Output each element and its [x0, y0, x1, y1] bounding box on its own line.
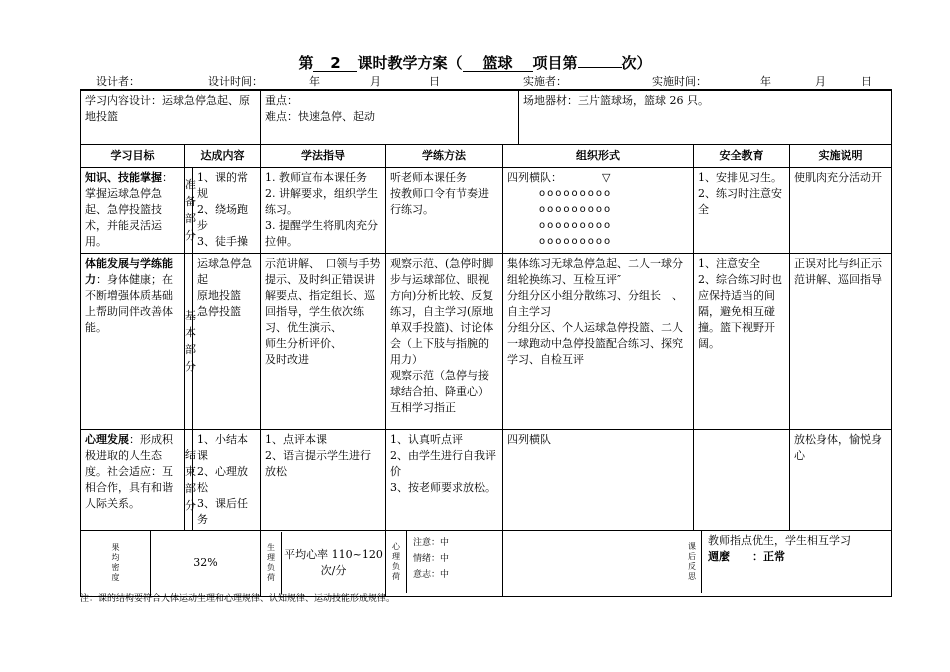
key-points-cell: 重点： 难点：快速急停、起动: [261, 90, 519, 144]
basic-goal-cell: 体能发展与学练能力：身体健康；在不断增强体质基础上帮助同伴改善体能。: [81, 253, 185, 429]
venue-cell: 场地器材：三片篮球场，篮球 26 只。: [519, 90, 892, 144]
physio-load-value: 平均心率 110~120 次/分: [284, 548, 383, 577]
reflection-cell: [503, 530, 892, 596]
header-goal: 学习目标: [81, 144, 185, 167]
end-goal-cell: 心理发展：形成积极进取的人生态度。社会适应：互相合作，具有和谐人际关系。: [81, 429, 185, 530]
density-value: 32%: [151, 530, 261, 596]
designer-label: 设计者：: [96, 75, 140, 88]
end-organization-cell: 四列横队: [503, 429, 694, 530]
content-design-cell: 学习内容设计：运球急停急起、原地投篮: [81, 90, 261, 144]
lesson-plan-table: [80, 89, 892, 597]
design-year: 年: [309, 75, 320, 88]
header-method: 学练方法: [386, 144, 503, 167]
reflection-text: 教师指点优生，学生相互学习 週麼 ：正常: [708, 533, 851, 563]
impl-year: 年: [760, 75, 771, 88]
psych-load-values: 注意：中 情绪：中 意志：中: [413, 537, 450, 580]
end-section-label: 结 束 部 分: [185, 429, 193, 530]
formation-row: ooooooooo: [539, 203, 613, 215]
formation-row: ooooooooo: [539, 219, 613, 231]
header-notes: 实施说明: [790, 144, 892, 167]
prep-section-label: 准 备 部 分: [185, 167, 193, 253]
basic-organization-cell: 集体练习无球急停急起、二人一球分组轮换练习、互检互评″ 分组分区小组分散练习、分组长 、自主学习 分组分区、个人运球急停投篮、二人一球跑动中急停投篮配合练习、探究学习、自检互评: [503, 253, 694, 429]
impl-time-label: 实施时间：: [652, 75, 707, 88]
psych-load-label: 心 理 负 荷: [386, 531, 407, 593]
end-method-cell: 1、认真听点评 2、由学生进行自我评价 3、按老师要求放松。: [386, 429, 503, 530]
end-safety-cell: [694, 429, 790, 530]
header-guidance: 学法指导: [261, 144, 386, 167]
header-organization: 组织形式: [503, 144, 694, 167]
prep-content-cell: 1、课的常规 2、绕场跑步 3、徒手操: [193, 167, 261, 253]
prep-method-cell: 听老师本课任务 按教师口令有节奏进行练习。: [386, 167, 503, 253]
design-month: 月: [370, 75, 381, 88]
page-title: 第 2 课时教学方案（ 篮球 项目第 次）: [298, 54, 652, 72]
design-day: 日: [429, 75, 440, 88]
prep-goal-cell: 知识、技能掌握：掌握运球急停急起、急停投篮技术，并能灵活运用。: [81, 167, 185, 253]
prep-safety-cell: 1、安排见习生。 2、练习时注意安全: [694, 167, 790, 253]
basic-guidance-cell: 示范讲解、 口领与手势提示、及时纠正错误讲解要点、指定组长、巡回指导，学生依次练习、优生演示、 师生分析评价、 及时改进: [261, 253, 386, 429]
implementer-label: 实施者：: [523, 75, 567, 88]
prep-guidance-cell: 1. 教师宣布本课任务 2. 讲解要求，组织学生练习。 3. 提醒学生将肌肉充分拉伸。: [261, 167, 386, 253]
header-safety: 安全教育: [694, 144, 790, 167]
physio-load-label: 生 理 负 荷: [261, 532, 282, 594]
footnote: 注：课的结构要符合人体运动生理和心理规律、认知规律、运动技能形成规律。: [80, 594, 396, 604]
teacher-triangle-icon: ▽: [602, 170, 611, 184]
basic-method-cell: 观察示范、(急停时脚步与运球部位、眼视方向)分析比较、反复练习，自主学习(原地单双手投篮)、讨论体会（上下肢与指腕的用力） 观察示范（急停与接球结合拍、降重心）互相学习指正: [386, 253, 503, 429]
basic-notes-cell: 正误对比与纠正示范讲解、巡回指导: [790, 253, 892, 429]
end-content-cell: 1、小结本课 2、心理放松 3、课后任务: [193, 429, 261, 530]
session-count: [578, 67, 622, 68]
formation-row: ooooooooo: [539, 235, 613, 247]
density-label: 果 均 密 度: [81, 530, 151, 596]
sport-name: 篮球: [463, 56, 533, 72]
header-content: 达成内容: [185, 144, 261, 167]
prep-organization-cell: 四列横队： ▽ ooooooooo ooooooooo ooooooooo ooooooooo: [503, 167, 694, 253]
impl-day: 日: [861, 75, 872, 88]
lesson-number: 2: [313, 56, 357, 72]
design-time-label: 设计时间：: [208, 75, 263, 88]
basic-safety-cell: 1、注意安全 2、综合练习时也应保持适当的间隔，避免相互碰撞。篮下视野开阔。: [694, 253, 790, 429]
end-guidance-cell: 1、点评本课 2、语言提示学生进行放松: [261, 429, 386, 530]
reflection-label: 课 后 反 思: [683, 531, 702, 593]
basic-section-label: 基 本 部 分: [185, 253, 193, 429]
psych-load-cell: [386, 530, 503, 596]
prep-notes-cell: 使肌肉充分活动开: [790, 167, 892, 253]
formation-row: ooooooooo: [539, 187, 613, 199]
end-notes-cell: 放松身体，愉悦身心: [790, 429, 892, 530]
physio-load-cell: [261, 530, 386, 596]
impl-month: 月: [815, 75, 826, 88]
basic-content-cell: 运球急停急起 原地投篮 急停投篮: [193, 253, 261, 429]
